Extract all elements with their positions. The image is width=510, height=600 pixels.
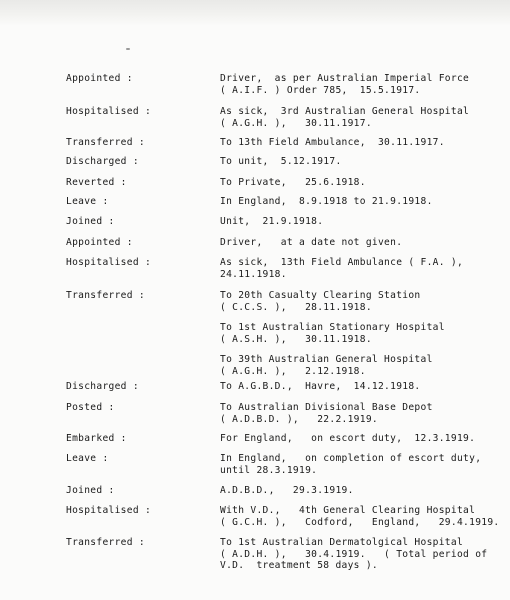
detail-block — [220, 381, 505, 393]
entry-label: Posted : — [66, 402, 115, 413]
entry-label: Hospitalised : — [66, 505, 152, 516]
detail-line: To unit, 5.12.1917. — [220, 156, 342, 167]
detail-block — [220, 402, 505, 425]
detail-line: In England, on completion of escort duty, — [220, 453, 482, 464]
entry-details — [220, 433, 505, 445]
entry-details — [220, 196, 505, 208]
detail-block — [220, 322, 505, 345]
entry-label: Joined : — [66, 216, 115, 227]
entry-label: Leave : — [66, 196, 109, 207]
detail-block — [220, 137, 505, 149]
entry-details — [220, 106, 505, 129]
detail-line: To A.G.B.D., Havre, 14.12.1918. — [220, 381, 421, 392]
detail-line: To 39th Australian General Hospital — [220, 354, 433, 366]
entry-details — [220, 505, 505, 528]
detail-line: ( G.C.H. ), Codford, England, 29.4.1919. — [220, 516, 500, 528]
detail-line: To Australian Divisional Base Depot — [220, 402, 433, 413]
detail-line: ( A.D.H. ), 30.4.1919. ( Total period of — [220, 548, 488, 560]
detail-line: ( A.I.F. ) Order 785, 15.5.1917. — [220, 84, 421, 96]
detail-line: To Private, 25.6.1918. — [220, 177, 366, 188]
entry-label: Transferred : — [66, 137, 145, 148]
entry-label: Embarked : — [66, 433, 127, 444]
detail-line: Driver, at a date not given. — [220, 237, 403, 248]
detail-block — [220, 433, 505, 445]
detail-block — [220, 216, 505, 228]
detail-block — [220, 485, 505, 497]
entry-details — [220, 381, 505, 393]
detail-block — [220, 354, 505, 377]
detail-line: To 13th Field Ambulance, 30.11.1917. — [220, 137, 445, 148]
detail-block — [220, 177, 505, 189]
detail-line: As sick, 3rd Australian General Hospital — [220, 106, 470, 117]
detail-block — [220, 537, 505, 572]
entry-label: Transferred : — [66, 537, 145, 548]
entry-label: Appointed : — [66, 73, 133, 84]
entry-details — [220, 485, 505, 497]
entry-details — [220, 73, 505, 96]
detail-line: Driver, as per Australian Imperial Force — [220, 73, 470, 84]
detail-line: In England, 8.9.1918 to 21.9.1918. — [220, 196, 433, 207]
entry-details — [220, 257, 505, 280]
detail-block — [220, 196, 505, 208]
entry-details — [220, 290, 505, 378]
entry-label: Hospitalised : — [66, 257, 152, 268]
detail-line: ( A.G.H. ), 30.11.1917. — [220, 117, 372, 129]
detail-line: As sick, 13th Field Ambulance ( F.A. ), — [220, 257, 464, 268]
entry-details — [220, 237, 505, 249]
detail-line: To 20th Casualty Clearing Station — [220, 290, 421, 301]
detail-line: 24.11.1918. — [220, 268, 287, 280]
detail-line: To 1st Australian Dermatolgical Hospital — [220, 537, 464, 548]
detail-block — [220, 73, 505, 96]
entry-details — [220, 156, 505, 168]
detail-block — [220, 453, 505, 476]
detail-line: ( A.G.H. ), 2.12.1918. — [220, 365, 366, 377]
detail-block — [220, 290, 505, 313]
detail-line: For England, on escort duty, 12.3.1919. — [220, 433, 476, 444]
entry-details — [220, 216, 505, 228]
entry-details — [220, 453, 505, 476]
entry-details — [220, 537, 505, 572]
detail-line: A.D.B.D., 29.3.1919. — [220, 485, 354, 496]
detail-line: To 1st Australian Stationary Hospital — [220, 322, 445, 334]
detail-block — [220, 156, 505, 168]
entry-details — [220, 402, 505, 425]
entry-label: Transferred : — [66, 290, 145, 301]
entry-label: Reverted : — [66, 177, 127, 188]
detail-block — [220, 257, 505, 280]
entry-label: Discharged : — [66, 156, 139, 167]
detail-line: With V.D., 4th General Clearing Hospital — [220, 505, 476, 516]
entry-details — [220, 177, 505, 189]
entry-label: Joined : — [66, 485, 115, 496]
entry-label: Leave : — [66, 453, 109, 464]
detail-line: ( C.C.S. ), 28.11.1918. — [220, 301, 372, 313]
detail-block — [220, 505, 505, 528]
entry-label: Discharged : — [66, 381, 139, 392]
entry-details — [220, 137, 505, 149]
detail-line: Unit, 21.9.1918. — [220, 216, 324, 227]
detail-line: until 28.3.1919. — [220, 464, 318, 476]
detail-line: ( A.D.B.D. ), 22.2.1919. — [220, 413, 378, 425]
entry-label: Appointed : — [66, 237, 133, 248]
detail-line: ( A.S.H. ), 30.11.1918. — [220, 333, 372, 345]
detail-block — [220, 106, 505, 129]
entry-label: Hospitalised : — [66, 106, 152, 117]
detail-line: V.D. treatment 58 days ). — [220, 560, 378, 572]
detail-block — [220, 237, 505, 249]
